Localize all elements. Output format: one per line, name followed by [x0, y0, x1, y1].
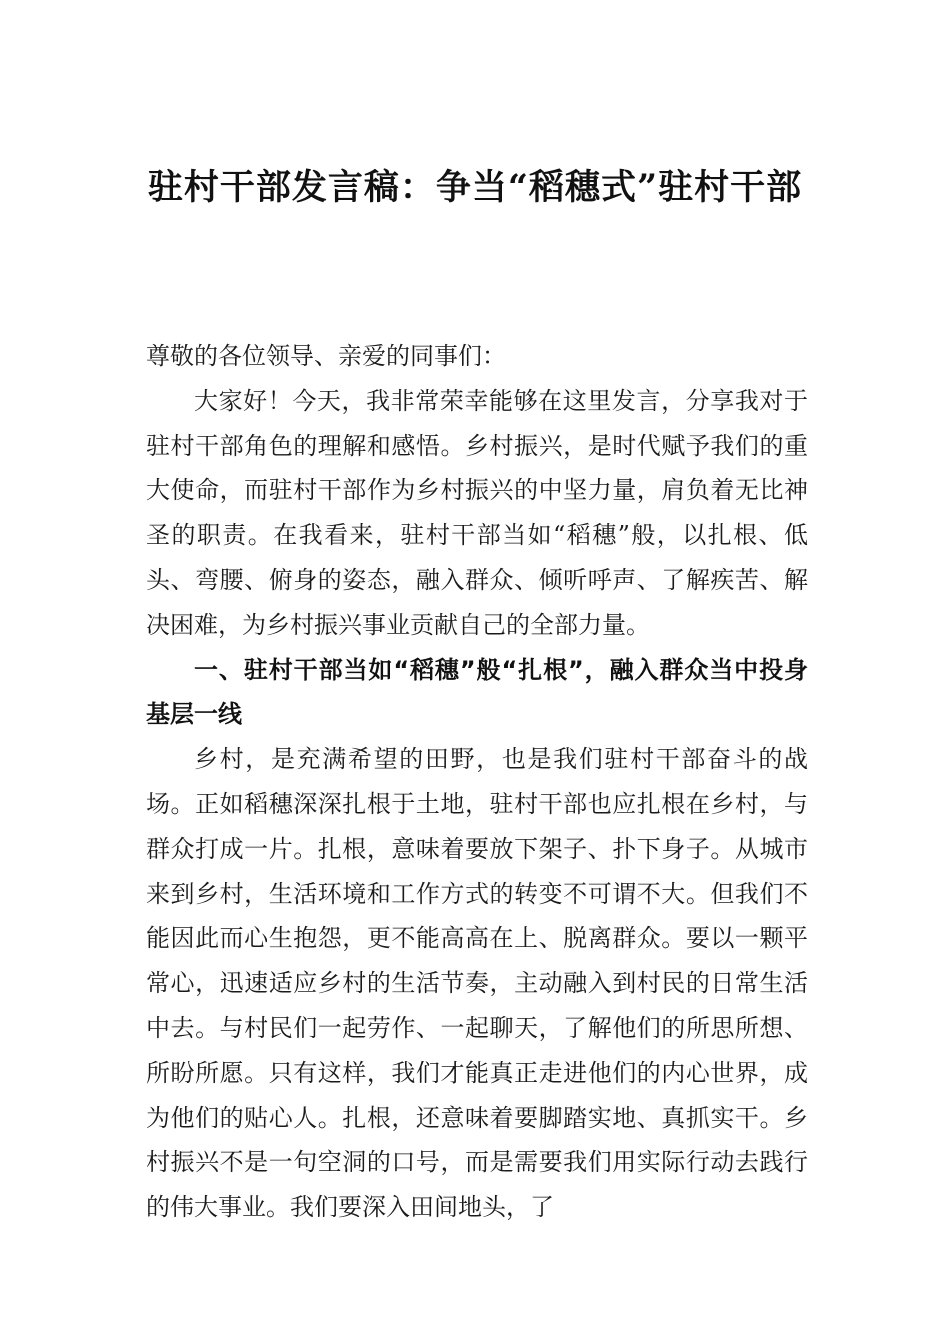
salutation: 尊敬的各位领导、亲爱的同事们： [146, 342, 506, 370]
document-body [146, 334, 808, 1230]
section-heading-1: 一、驻村干部当如“稻穗”般“扎根”，融入群众当中投身基层一线 [146, 655, 808, 729]
paragraph-opening: 大家好！今天，我非常荣幸能够在这里发言，分享我对于驻村干部角色的理解和感悟。乡村振兴，是时代赋予我们的重大使命，而驻村干部作为乡村振兴的中坚力量，肩负着无比神圣的职责。在我看来，驻村干部当如“稻穗”般，以扎根、低头、弯腰、俯身的姿态，融入群众、倾听呼声、了解疾苦、解决困难，为乡村振兴事业贡献自己的全部力量。 [146, 386, 808, 639]
document-title: 驻村干部发言稿：争当“稻穗式”驻村干部 [147, 167, 803, 208]
paragraph-section-1: 乡村，是充满希望的田野，也是我们驻村干部奋斗的战场。正如稻穗深深扎根于土地，驻村干部也应扎根在乡村，与群众打成一片。扎根，意味着要放下架子、扑下身子。从城市来到乡村，生活环境和工作方式的转变不可谓不大。但我们不能因此而心生抱怨，更不能高高在上、脱离群众。要以一颗平常心，迅速适应乡村的生活节奏，主动融入到村民的日常生活中去。与村民们一起劳作、一起聊天，了解他们的所思所想、所盼所愿。只有这样，我们才能真正走进他们的内心世界，成为他们的贴心人。扎根，还意味着要脚踏实地、真抓实干。乡村振兴不是一句空洞的口号，而是需要我们用实际行动去践行的伟大事业。我们要深入田间地头，了 [146, 745, 808, 1222]
